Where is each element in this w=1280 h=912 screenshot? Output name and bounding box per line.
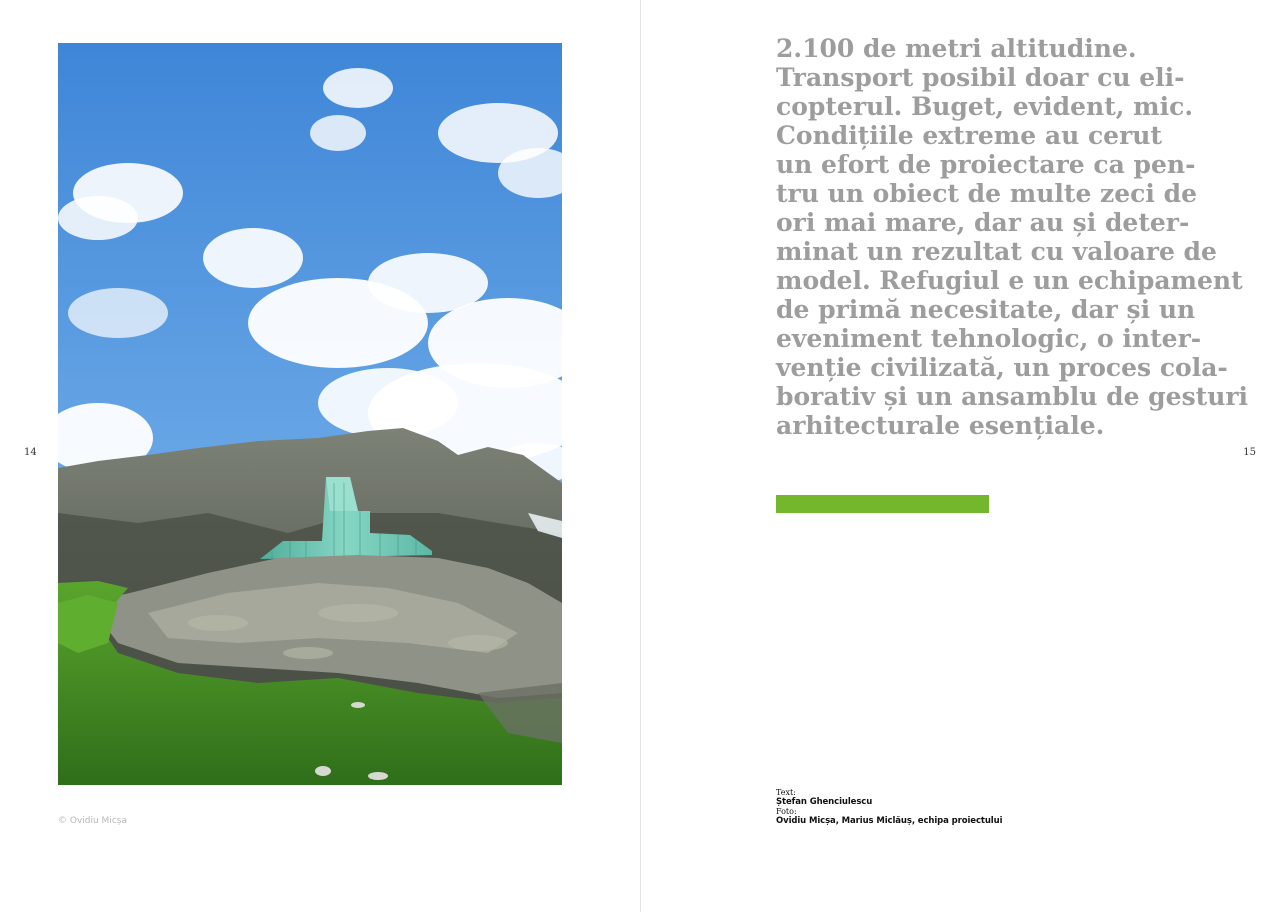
body-line: model. Refugiul e un echipament — [776, 266, 1243, 295]
body-line: venție civilizată, un proces cola- — [776, 353, 1228, 382]
photo-credit: © Ovidiu Micșa — [58, 816, 127, 826]
photo-credit-authors: Ovidiu Micșa, Marius Miclăuș, echipa proiectului — [776, 816, 1003, 826]
photo-credit-label: Foto: — [776, 807, 797, 816]
body-line: tru un obiect de multe zeci de — [776, 179, 1197, 208]
mountain-refuge-photo — [58, 43, 562, 785]
text-credit-label: Text: — [776, 788, 796, 797]
body-line: copterul. Buget, evident, mic. — [776, 92, 1194, 121]
body-line: ori mai mare, dar au și deter- — [776, 208, 1190, 237]
body-line: Transport posibil doar cu eli- — [776, 63, 1185, 92]
article-body — [776, 34, 1249, 440]
right-page — [641, 0, 1280, 912]
credits-block — [776, 788, 1096, 826]
text-credit-author: Ștefan Ghenciulescu — [776, 797, 873, 807]
body-line: de primă necesitate, dar și un — [776, 295, 1196, 324]
body-line: un efort de proiectare ca pen- — [776, 150, 1196, 179]
body-line: borativ și un ansamblu de gesturi — [776, 382, 1249, 411]
page-number-left: 14 — [24, 447, 37, 458]
page-number-right: 15 — [1243, 447, 1256, 458]
body-line: Condițiile extreme au cerut — [776, 121, 1162, 150]
body-line: minat un rezultat cu valoare de — [776, 237, 1217, 266]
body-line: eveniment tehnologic, o inter- — [776, 324, 1202, 353]
body-line: 2.100 de metri altitudine. — [776, 34, 1137, 63]
accent-bar — [776, 495, 989, 513]
body-line: arhitecturale esențiale. — [776, 411, 1105, 440]
